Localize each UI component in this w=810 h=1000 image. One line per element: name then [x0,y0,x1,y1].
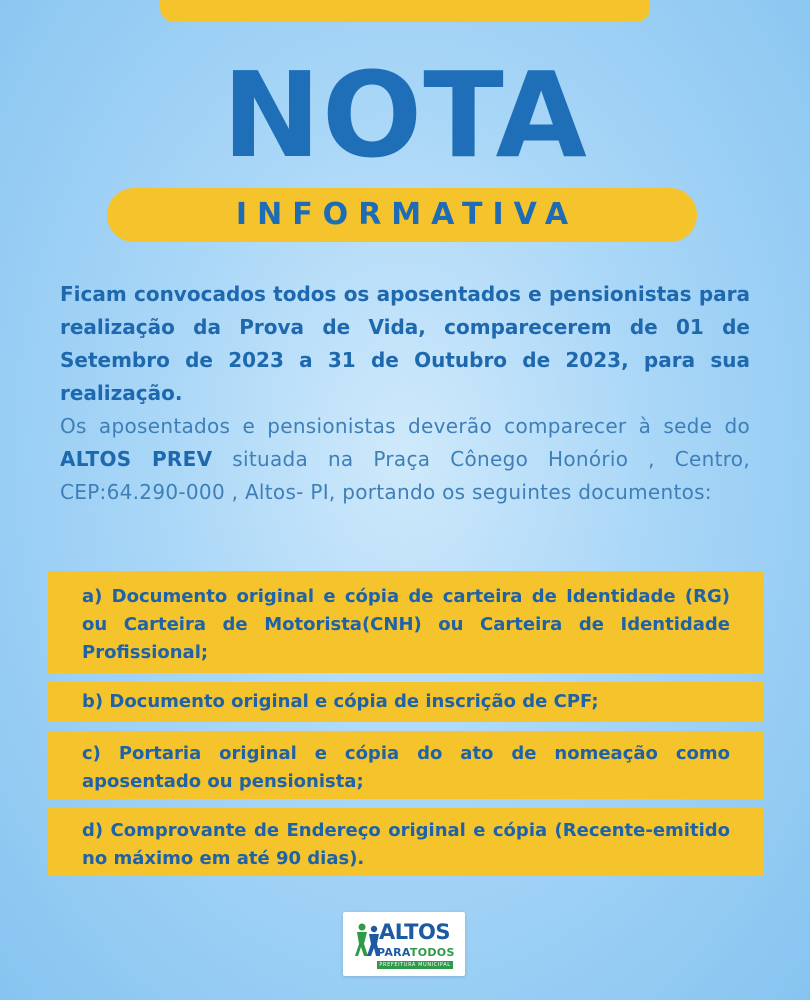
page-title: NOTA [222,46,588,184]
document-item-d: d) Comprovante de Endereço original e cópia (Recente-emitido no máximo em até 90 dias). [48,808,764,876]
logo-tagline [377,946,455,959]
document-item-a: a) Documento original e cópia de carteira de Identidade (RG) ou Carteira de Motorista(CNH) ou Carteira de Identidade Profissional; [48,571,764,673]
logo-tagline-todos: TODOS [409,946,455,959]
logo-tagline-para: PARA [377,946,410,959]
instructions-paragraph [60,410,750,509]
subtitle-banner: INFORMATIVA [107,188,697,242]
intro-text [60,278,750,509]
logo-subtitle: PREFEITURA MUNICIPAL [377,961,453,969]
altos-para-todos-logo [343,912,465,976]
document-item-b: b) Documento original e cópia de inscrição de CPF; [48,682,764,722]
altos-prev-name: ALTOS PREV [60,447,213,471]
top-decorative-bar [160,0,650,22]
logo-wordmark: ALTOS [379,920,450,944]
document-item-c: c) Portaria original e cópia do ato de nomeação como aposentado ou pensionista; [48,731,764,799]
convocation-paragraph: Ficam convocados todos os aposentados e pensionistas para realização da Prova de Vida, comparecerem de 01 de Setembro de 2023 a 31 de Outubro de 2023, para sua realização. [60,282,750,405]
instructions-text-end: situada na Praça Cônego Honório , Centro, CEP:64.290-000 , Altos- PI, portando os seguintes documentos: [60,447,750,504]
instructions-text-start: Os aposentados e pensionistas deverão comparecer à sede do [60,414,750,438]
